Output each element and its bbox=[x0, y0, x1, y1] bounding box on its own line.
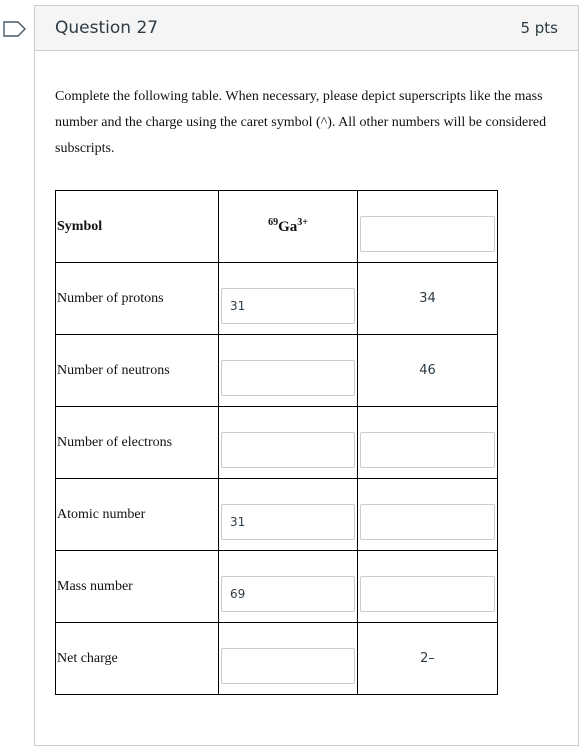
question-card bbox=[34, 5, 579, 746]
row-label-atomic-number: Atomic number bbox=[57, 506, 146, 522]
element-symbol: Ga bbox=[278, 219, 298, 235]
answer-input-neutrons[interactable] bbox=[221, 360, 355, 396]
question-points: 5 pts bbox=[520, 19, 558, 37]
answer-input-electrons-1[interactable] bbox=[221, 432, 355, 468]
question-header bbox=[35, 6, 578, 51]
row-label-mass-number: Mass number bbox=[57, 578, 133, 594]
charge-superscript: 3+ bbox=[297, 217, 308, 228]
table-row bbox=[56, 551, 498, 623]
answer-input-atomic-number-1[interactable]: 31 bbox=[221, 504, 355, 540]
answer-table bbox=[55, 190, 498, 695]
given-value-protons: 34 bbox=[419, 291, 436, 306]
answer-input-net-charge[interactable] bbox=[221, 648, 355, 684]
question-instructions: Complete the following table. When necessary, please depict superscripts like the mass number and the charge using the caret symbol (^). All other numbers will be considered subscripts. bbox=[55, 89, 547, 156]
table-row bbox=[56, 479, 498, 551]
table-row bbox=[56, 335, 498, 407]
answer-input-protons[interactable]: 31 bbox=[221, 288, 355, 324]
table-row bbox=[56, 623, 498, 695]
question-title: Question 27 bbox=[55, 18, 159, 38]
row-label-symbol: Symbol bbox=[57, 218, 103, 234]
mass-number-superscript: 69 bbox=[268, 217, 279, 228]
table-row bbox=[56, 407, 498, 479]
table-row bbox=[56, 263, 498, 335]
row-label-protons: Number of protons bbox=[57, 290, 164, 306]
given-value-neutrons: 46 bbox=[419, 363, 436, 378]
table-row bbox=[56, 191, 498, 263]
isotope-symbol bbox=[219, 217, 357, 236]
row-label-net-charge: Net charge bbox=[57, 650, 118, 666]
answer-input-mass-number-1[interactable]: 69 bbox=[221, 576, 355, 612]
answer-input-symbol[interactable] bbox=[360, 216, 495, 252]
row-label-neutrons: Number of neutrons bbox=[57, 362, 170, 378]
given-value-net-charge: 2– bbox=[420, 651, 435, 666]
answer-input-mass-number-2[interactable] bbox=[360, 576, 495, 612]
answer-input-atomic-number-2[interactable] bbox=[360, 504, 495, 540]
answer-input-electrons-2[interactable] bbox=[360, 432, 495, 468]
flag-question-icon[interactable] bbox=[3, 21, 27, 37]
row-label-electrons: Number of electrons bbox=[57, 434, 173, 450]
